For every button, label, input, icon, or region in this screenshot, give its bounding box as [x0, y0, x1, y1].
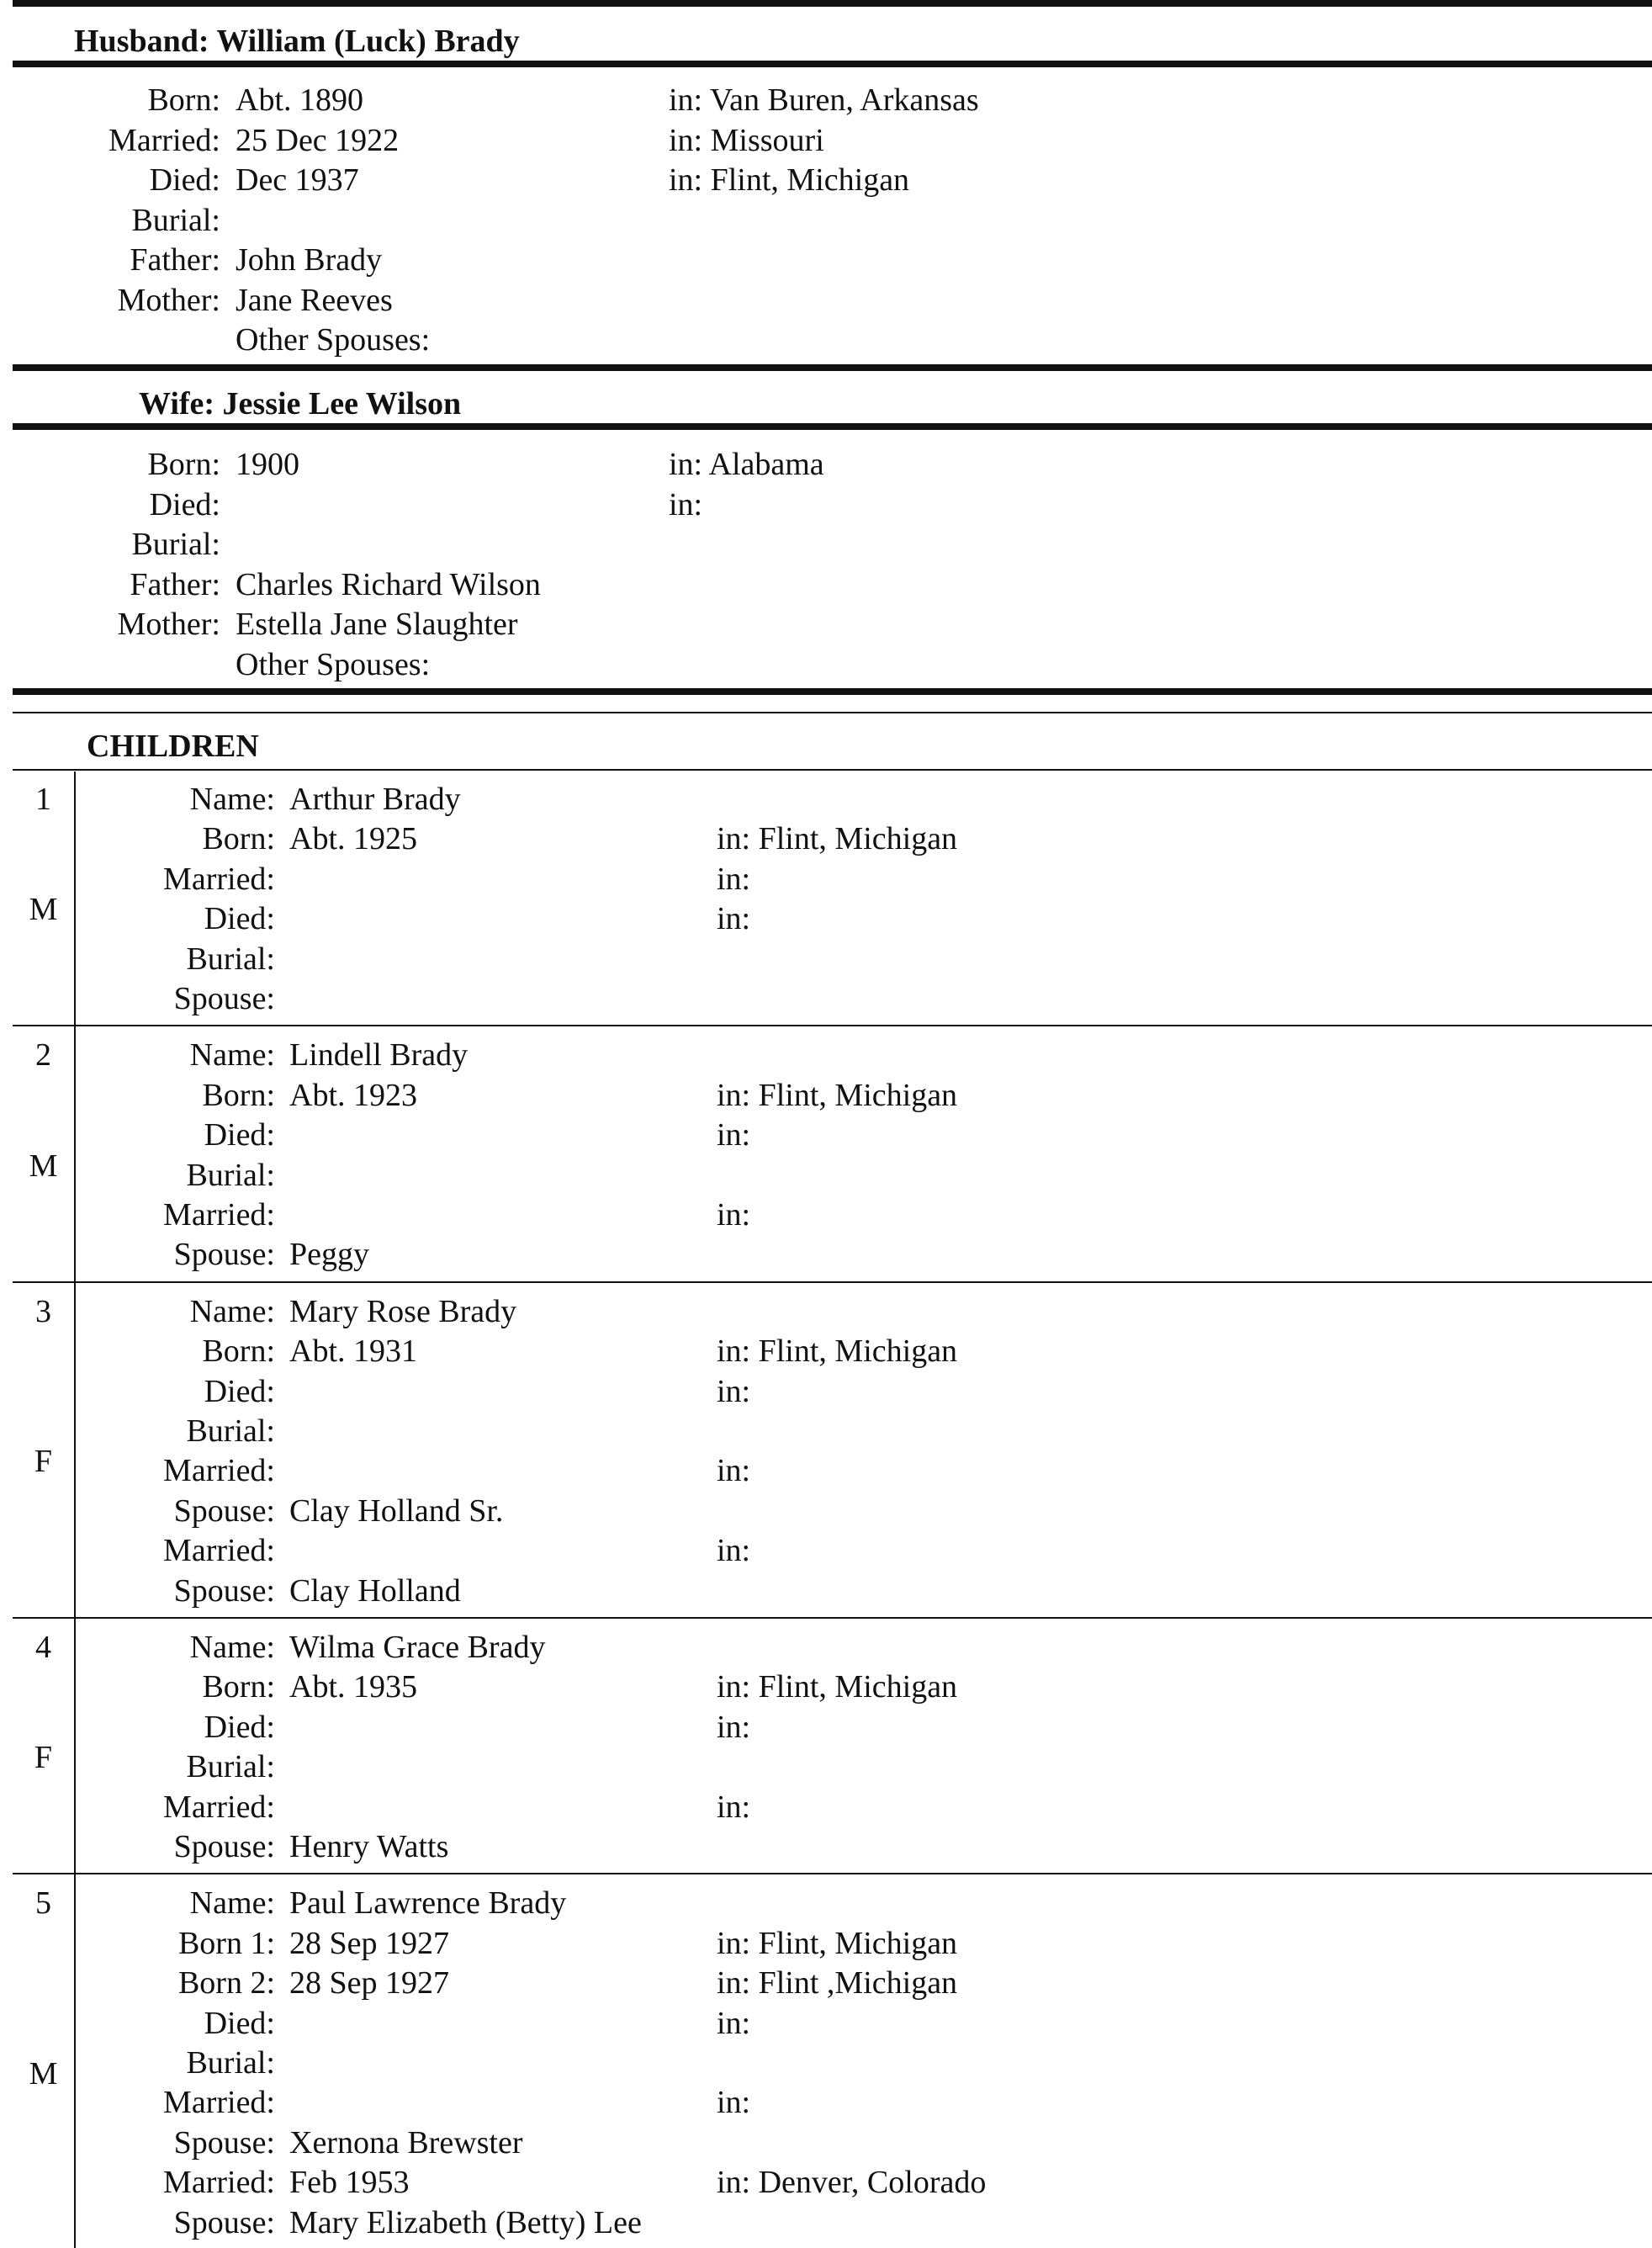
field-label: Died: — [204, 901, 275, 937]
field-label: Died: — [204, 1117, 275, 1153]
field-place: in: — [717, 1453, 751, 1489]
field-value: Paul Lawrence Brady — [289, 1885, 567, 1922]
field-label: Spouse: — [173, 1829, 275, 1864]
field-value: Abt. 1923 — [289, 1077, 417, 1113]
field-label: Spouse: — [173, 1237, 275, 1273]
field-label: Married: — [109, 122, 220, 158]
field-label: Father: — [130, 242, 220, 278]
field-label: Born: — [202, 1333, 275, 1370]
children-column-divider — [74, 771, 76, 2248]
field-label: Born: — [147, 447, 220, 482]
field-label: Spouse: — [173, 2204, 275, 2240]
field-label: Married: — [163, 1197, 275, 1233]
field-place: in: Flint, Michigan — [717, 821, 958, 857]
field-label: Born: — [147, 82, 220, 118]
divider — [13, 0, 1652, 7]
child-sex: F — [34, 1444, 53, 1480]
field-label: Married: — [163, 861, 275, 897]
field-value: Abt. 1925 — [289, 821, 417, 857]
child-sex: F — [34, 1740, 53, 1776]
child-divider — [13, 1025, 1652, 1026]
child-sex: M — [29, 1148, 58, 1184]
field-label: Married: — [163, 2085, 275, 2121]
field-label: Married: — [163, 1533, 275, 1569]
field-label: Name: — [189, 1630, 275, 1665]
field-place: in: Flint, Michigan — [717, 1333, 958, 1370]
field-value: Abt. 1890 — [236, 82, 363, 118]
field-label: Name: — [189, 1293, 275, 1329]
field-label: Spouse: — [173, 1492, 275, 1529]
field-value: Jane Reeves — [236, 283, 393, 318]
field-place: in: Missouri — [669, 122, 824, 158]
child-sex: M — [29, 892, 58, 928]
field-value: Arthur Brady — [289, 782, 461, 817]
field-label: Spouse: — [173, 2124, 275, 2161]
husband-other-spouses: Other Spouses: — [236, 322, 431, 358]
field-label: Spouse: — [173, 1572, 275, 1609]
field-label: Died: — [204, 1373, 275, 1409]
field-place: in: Flint, Michigan — [717, 1077, 958, 1113]
children-heading: CHILDREN — [87, 729, 259, 764]
wife-other-spouses: Other Spouses: — [236, 647, 431, 682]
field-place: in: — [717, 1789, 751, 1825]
field-label: Name: — [189, 782, 275, 817]
field-label: Married: — [163, 1453, 275, 1489]
field-value: Henry Watts — [289, 1829, 449, 1864]
field-place: in: — [717, 1117, 751, 1153]
field-label: Burial: — [186, 1157, 275, 1193]
field-place: in: — [717, 901, 751, 937]
field-label: Burial: — [186, 941, 275, 977]
child-sex: M — [29, 2055, 58, 2092]
field-label: Born 2: — [177, 1965, 275, 2001]
field-place: in: — [717, 1197, 751, 1233]
field-place: in: — [717, 2005, 751, 2041]
divider — [13, 423, 1652, 430]
field-place: in: — [717, 1709, 751, 1745]
field-place: in: Flint ,Michigan — [717, 1965, 958, 2001]
field-value: Abt. 1931 — [289, 1333, 417, 1370]
field-place: in: Alabama — [669, 447, 824, 482]
field-label: Name: — [189, 1885, 275, 1922]
field-value: John Brady — [236, 242, 383, 278]
divider — [13, 688, 1652, 695]
divider — [13, 364, 1652, 371]
child-number: 2 — [35, 1037, 51, 1074]
field-label: Born: — [202, 1669, 275, 1705]
field-value: Estella Jane Slaughter — [236, 607, 518, 643]
field-label: Burial: — [131, 527, 220, 563]
field-label: Burial: — [186, 2045, 275, 2081]
field-place: in: Flint, Michigan — [717, 1669, 958, 1705]
field-place: in: — [669, 486, 703, 522]
field-label: Born 1: — [177, 1925, 275, 1961]
field-value: Dec 1937 — [236, 162, 359, 199]
field-value: Clay Holland — [289, 1572, 461, 1609]
field-label: Married: — [163, 1789, 275, 1825]
field-value: 25 Dec 1922 — [236, 122, 400, 158]
field-value: Charles Richard Wilson — [236, 566, 541, 602]
field-place: in: — [717, 1373, 751, 1409]
field-place: in: — [717, 861, 751, 897]
field-label: Father: — [130, 566, 220, 602]
field-value: Lindell Brady — [289, 1037, 469, 1074]
divider — [13, 712, 1652, 713]
field-label: Mother: — [117, 607, 220, 643]
field-value: Mary Rose Brady — [289, 1293, 517, 1329]
child-number: 1 — [35, 782, 51, 817]
child-divider — [13, 1281, 1652, 1283]
field-value: Peggy — [289, 1237, 369, 1273]
field-value: Mary Elizabeth (Betty) Lee — [289, 2204, 642, 2240]
field-value: Clay Holland Sr. — [289, 1492, 504, 1529]
field-label: Mother: — [117, 283, 220, 318]
field-value: 28 Sep 1927 — [289, 1925, 449, 1961]
field-label: Married: — [163, 2165, 275, 2201]
field-label: Born: — [202, 821, 275, 857]
field-label: Burial: — [186, 1413, 275, 1449]
field-label: Name: — [189, 1037, 275, 1074]
field-place: in: Denver, Colorado — [717, 2165, 987, 2201]
field-place: in: — [717, 2085, 751, 2121]
husband-heading: Husband: William (Luck) Brady — [74, 24, 520, 59]
field-label: Died: — [204, 1709, 275, 1745]
field-label: Burial: — [131, 202, 220, 238]
divider — [13, 61, 1652, 67]
field-value: 28 Sep 1927 — [289, 1965, 449, 2001]
field-label: Spouse: — [173, 981, 275, 1016]
field-label: Died: — [204, 2005, 275, 2041]
field-label: Born: — [202, 1077, 275, 1113]
field-value: Wilma Grace Brady — [289, 1630, 546, 1665]
child-number: 4 — [35, 1630, 51, 1665]
field-label: Burial: — [186, 1749, 275, 1785]
child-number: 5 — [35, 1885, 51, 1922]
child-divider — [13, 1617, 1652, 1619]
field-place: in: Flint, Michigan — [717, 1925, 958, 1961]
field-label: Died: — [149, 486, 220, 522]
field-value: Feb 1953 — [289, 2165, 410, 2201]
field-place: in: — [717, 1533, 751, 1569]
field-label: Died: — [149, 162, 220, 199]
field-place: in: Flint, Michigan — [669, 162, 910, 199]
divider — [13, 769, 1652, 771]
field-value: Abt. 1935 — [289, 1669, 417, 1705]
field-value: Xernona Brewster — [289, 2124, 523, 2161]
field-place: in: Van Buren, Arkansas — [669, 82, 979, 118]
child-number: 3 — [35, 1293, 51, 1329]
field-value: 1900 — [236, 447, 299, 482]
wife-heading: Wife: Jessie Lee Wilson — [139, 386, 462, 422]
child-divider — [13, 1873, 1652, 1874]
